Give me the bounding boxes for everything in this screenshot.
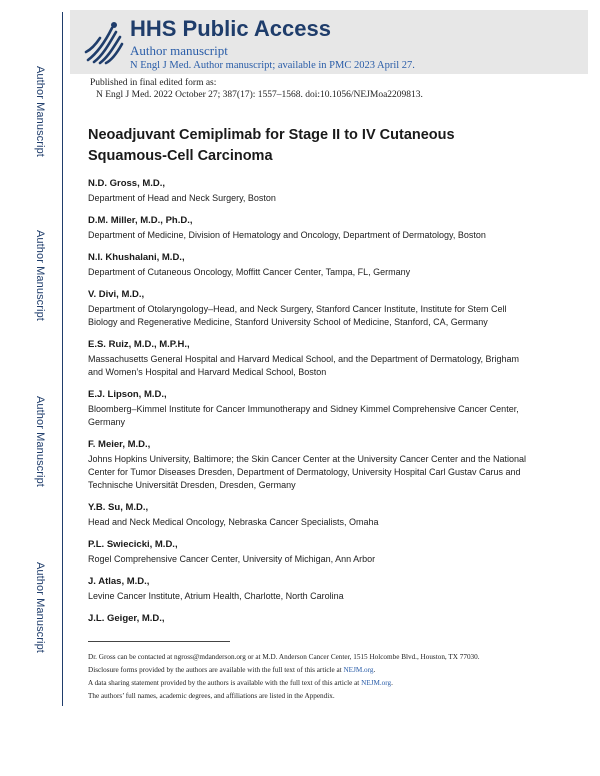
author-name: V. Divi, M.D., bbox=[88, 289, 145, 300]
header-title: HHS Public Access bbox=[130, 16, 331, 41]
author-affiliation: Johns Hopkins University, Baltimore; the Skin Cancer Center at the University Cancer Center and the National Center for Tumor Diseases Dresden, Department of Dermatology, University Hospital Carl Gustav Carus and Technische Universität Dresden, Dresden, Germany bbox=[88, 454, 527, 490]
author-entry bbox=[88, 338, 528, 379]
author-affiliation: Department of Head and Neck Surgery, Boston bbox=[88, 193, 276, 203]
author-name: J. Atlas, M.D., bbox=[88, 576, 150, 587]
author-list bbox=[88, 177, 528, 634]
hhs-eagle-logo-icon bbox=[78, 16, 128, 68]
author-entry bbox=[88, 501, 528, 529]
author-affiliation: Rogel Comprehensive Cancer Center, University of Michigan, Ann Arbor bbox=[88, 554, 376, 564]
author-manuscript-label: Author Manuscript bbox=[34, 66, 46, 157]
author-entry bbox=[88, 575, 528, 603]
footnote-divider bbox=[88, 641, 230, 642]
author-name: N.D. Gross, M.D., bbox=[88, 178, 166, 189]
author-entry bbox=[88, 388, 528, 429]
nejm-link[interactable]: NEJM.org bbox=[361, 679, 392, 687]
author-affiliation: Department of Otolaryngology–Head, and Neck Surgery, Stanford Cancer Institute, Institute for Stem Cell Biology and Regenerative Medicine, Stanford University School of Medicine, Stanford, CA, Germany bbox=[88, 304, 507, 327]
disclosure-text: Disclosure forms provided by the authors are available with the full text of this article at bbox=[88, 666, 344, 674]
author-name: F. Meier, M.D., bbox=[88, 439, 151, 450]
author-affiliation: Massachusetts General Hospital and Harvard Medical School, and the Department of Dermatology, Brigham and Women’s Hospital and Harvard Medical School, Boston bbox=[88, 354, 520, 377]
data-sharing-text: A data sharing statement provided by the authors is available with the full text of this article at bbox=[88, 679, 362, 687]
author-entry bbox=[88, 612, 528, 625]
sidebar bbox=[0, 0, 62, 776]
author-manuscript-label: Author Manuscript bbox=[34, 396, 46, 487]
author-name: N.I. Khushalani, M.D., bbox=[88, 252, 185, 263]
author-name: E.J. Lipson, M.D., bbox=[88, 389, 167, 400]
header-subtitle: Author manuscript bbox=[130, 43, 228, 58]
sidebar-divider bbox=[62, 12, 63, 706]
author-entry bbox=[88, 438, 528, 492]
author-entry bbox=[88, 538, 528, 566]
author-entry bbox=[88, 288, 528, 329]
disclosure-footnote: Disclosure forms provided by the authors are available with the full text of this article at NEJM.org. bbox=[88, 666, 376, 674]
author-name: J.L. Geiger, M.D., bbox=[88, 613, 165, 624]
nejm-link[interactable]: NEJM.org bbox=[343, 666, 374, 674]
article-title: Neoadjuvant Cemiplimab for Stage II to IV Cutaneous Squamous-Cell Carcinoma bbox=[88, 127, 455, 164]
author-affiliation: Department of Cutaneous Oncology, Moffitt Cancer Center, Tampa, FL, Germany bbox=[88, 267, 411, 277]
hhs-header bbox=[70, 10, 588, 74]
author-entry bbox=[88, 177, 528, 205]
author-affiliation: Head and Neck Medical Oncology, Nebraska Cancer Specialists, Omaha bbox=[88, 517, 379, 527]
author-name: E.S. Ruiz, M.D., M.P.H., bbox=[88, 339, 190, 350]
data-sharing-footnote: A data sharing statement provided by the authors is available with the full text of this article at NEJM.org. bbox=[88, 679, 393, 687]
author-manuscript-label: Author Manuscript bbox=[34, 230, 46, 321]
header-citation: N Engl J Med. Author manuscript; available in PMC 2023 April 27. bbox=[130, 60, 415, 71]
author-affiliation: Department of Medicine, Division of Hematology and Oncology, Department of Dermatology, Boston bbox=[88, 230, 486, 240]
author-affiliation: Levine Cancer Institute, Atrium Health, Charlotte, North Carolina bbox=[88, 591, 344, 601]
author-name: Y.B. Su, M.D., bbox=[88, 502, 149, 513]
author-entry bbox=[88, 251, 528, 279]
appendix-footnote: The authors’ full names, academic degrees, and affiliations are listed in the Appendix. bbox=[88, 692, 335, 700]
author-entry bbox=[88, 214, 528, 242]
author-name: D.M. Miller, M.D., Ph.D., bbox=[88, 215, 193, 226]
author-manuscript-label: Author Manuscript bbox=[34, 562, 46, 653]
published-citation: N Engl J Med. 2022 October 27; 387(17): 1557–1568. doi:10.1056/NEJMoa2209813. bbox=[96, 90, 423, 100]
footnotes bbox=[88, 652, 520, 704]
author-name: P.L. Swiecicki, M.D., bbox=[88, 539, 178, 550]
published-label: Published in final edited form as: bbox=[90, 78, 217, 88]
contact-footnote: Dr. Gross can be contacted at ngross@mdanderson.org or at M.D. Anderson Cancer Center, 1515 Holcombe Blvd., Houston, TX 77030. bbox=[88, 653, 480, 661]
author-affiliation: Bloomberg–Kimmel Institute for Cancer Immunotherapy and Sidney Kimmel Comprehensive Cancer Center, Germany bbox=[88, 404, 519, 427]
